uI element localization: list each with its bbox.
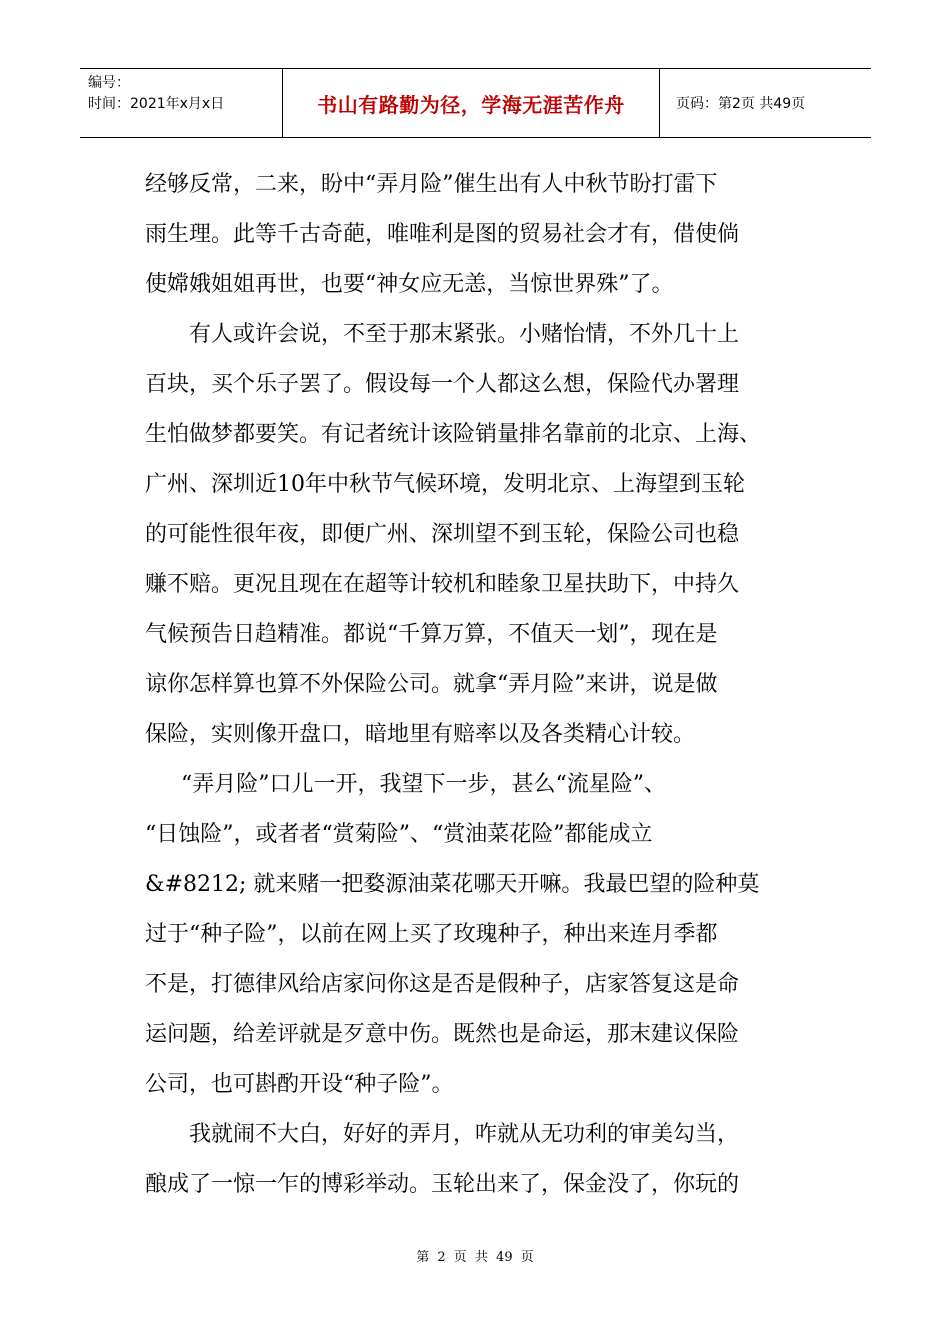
header-meta — [80, 69, 283, 137]
page-header — [80, 68, 871, 138]
text-line: 酿成了一惊一乍的博彩举动。玉轮出来了，保金没了，你玩的 — [145, 1172, 740, 1197]
text-line: 不是，打德律风给店家问你这是否是假种子，店家答复这是命 — [145, 972, 740, 997]
body-text — [145, 160, 825, 1210]
page-info-text: 页码：第2页 共49页 — [676, 96, 806, 112]
text-line: 赚不赔。更况且现在在超等计较机和睦象卫星扶助下，中持久 — [145, 572, 740, 597]
motto-text: 书山有路勤为径，学海无涯苦作舟 — [317, 92, 625, 117]
text-line: 百块，买个乐子罢了。假设每一个人都这么想，保险代办署理 — [145, 372, 740, 397]
number-label: 编号： — [88, 75, 130, 91]
text-line: 公司，也可斟酌开设“种子险”。 — [145, 1072, 454, 1097]
text-line: &#8212; 就来赌一把婺源油菜花哪天开嘛。我最巴望的险种莫 — [145, 872, 760, 897]
text-line: 运问题，给差评就是歹意中伤。既然也是命运，那末建议保险 — [145, 1022, 740, 1047]
paragraph-start-line: 我就闹不大白，好好的弄月，咋就从无功利的审美勾当， — [189, 1122, 740, 1147]
footer-page-number: 第 2 页 共 49 页 — [416, 1250, 534, 1265]
text-line: 保险，实则像开盘口，暗地里有赔率以及各类精心计较。 — [145, 722, 696, 747]
header-page-info — [660, 69, 871, 137]
text-line: 生怕做梦都要笑。有记者统计该险销量排名靠前的北京、上海、 — [145, 422, 762, 447]
text-line: 过于“种子险”，以前在网上买了玫瑰种子，种出来连月季都 — [145, 922, 718, 947]
paragraph-start-line: “弄月险”口儿一开，我望下一步，甚么“流星险”、 — [181, 772, 666, 797]
page-footer — [0, 1246, 950, 1265]
paragraph-start-line: 有人或许会说，不至于那末紧张。小赌怡情，不外几十上 — [189, 322, 740, 347]
text-line: 气候预告日趋精准。都说“千算万算，不值天一划”，现在是 — [145, 622, 718, 647]
text-line: 使嫦娥姐姐再世，也要“神女应无恙，当惊世界殊”了。 — [145, 272, 674, 297]
text-line: “日蚀险”，或者者“赏菊险”、“赏油菜花险”都能成立 — [145, 822, 653, 847]
text-line: 广州、深圳近10年中秋节气候环境，发明北京、上海望到玉轮 — [145, 472, 745, 497]
text-line: 经够反常，二来，盼中“弄月险”催生出有人中秋节盼打雷下 — [145, 172, 718, 197]
text-line: 谅你怎样算也算不外保险公司。就拿“弄月险”来讲，说是做 — [145, 672, 718, 697]
text-line: 雨生理。此等千古奇葩，唯唯利是图的贸易社会才有，借使倘 — [145, 222, 740, 247]
text-line: 的可能性很年夜，即便广州、深圳望不到玉轮，保险公司也稳 — [145, 522, 740, 547]
header-motto — [283, 69, 660, 137]
time-label: 时间：2021年x月x日 — [88, 96, 225, 112]
